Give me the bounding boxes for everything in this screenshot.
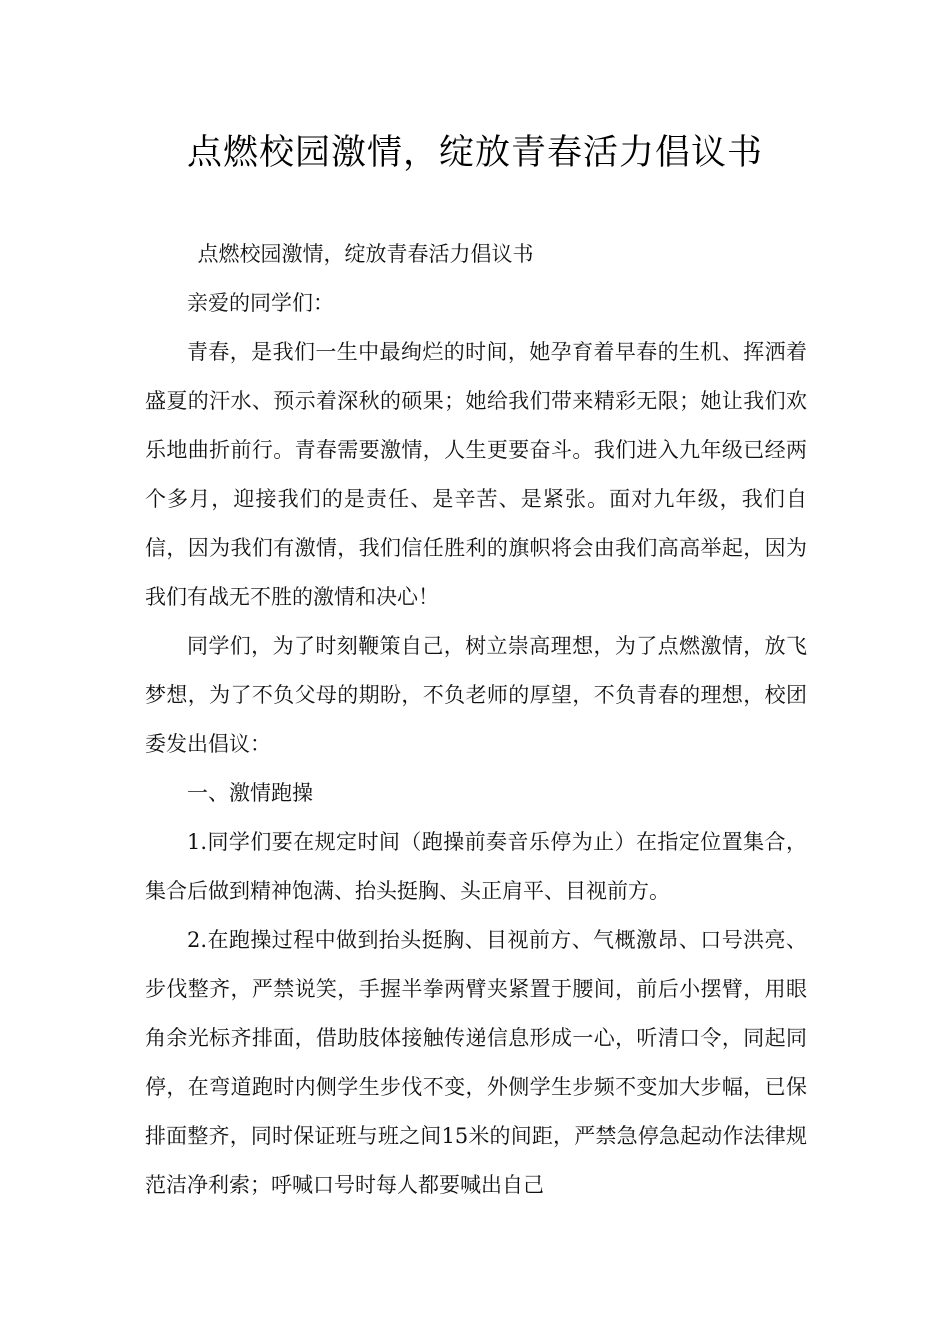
list-item-1: 1.同学们要在规定时间（跑操前奏音乐停为止）在指定位置集合，集合后做到精神饱满、抬头挺胸、头正肩平、目视前方。 [145, 830, 807, 903]
paragraph-proposal-intro: 同学们，为了时刻鞭策自己，树立崇高理想，为了点燃激情，放飞梦想，为了不负父母的期盼，不负老师的厚望，不负青春的理想，校团委发出倡议： [145, 634, 807, 756]
document-body [145, 230, 807, 1210]
salutation: 亲爱的同学们： [187, 291, 334, 315]
section-heading-running: 一、激情跑操 [187, 781, 313, 805]
body-heading: 点燃校园激情，绽放青春活力倡议书 [197, 242, 534, 266]
paragraph-youth: 青春，是我们一生中最绚烂的时间，她孕育着早春的生机、挥洒着盛夏的汗水、预示着深秋的硕果；她给我们带来精彩无限；她让我们欢乐地曲折前行。青春需要激情，人生更要奋斗。我们进入九年级已经两个多月，迎接我们的是责任、是辛苦、是紧张。面对九年级，我们自信，因为我们有激情，我们信任胜利的旗帜将会由我们高高举起，因为我们有战无不胜的激情和决心！ [145, 340, 807, 609]
list-item-2: 2.在跑操过程中做到抬头挺胸、目视前方、气概激昂、口号洪亮、步伐整齐，严禁说笑，手握半拳两臂夹紧置于腰间，前后小摆臂，用眼角余光标齐排面，借助肢体接触传递信息形成一心，听清口令，同起同停，在弯道跑时内侧学生步伐不变，外侧学生步频不变加大步幅，已保排面整齐，同时保证班与班之间15米的间距，严禁急停急起动作法律规范洁净利索；呼喊口号时每人都要喊出自己 [145, 928, 807, 1197]
document-title: 点燃校园激情，绽放青春活力倡议书 [186, 133, 763, 173]
